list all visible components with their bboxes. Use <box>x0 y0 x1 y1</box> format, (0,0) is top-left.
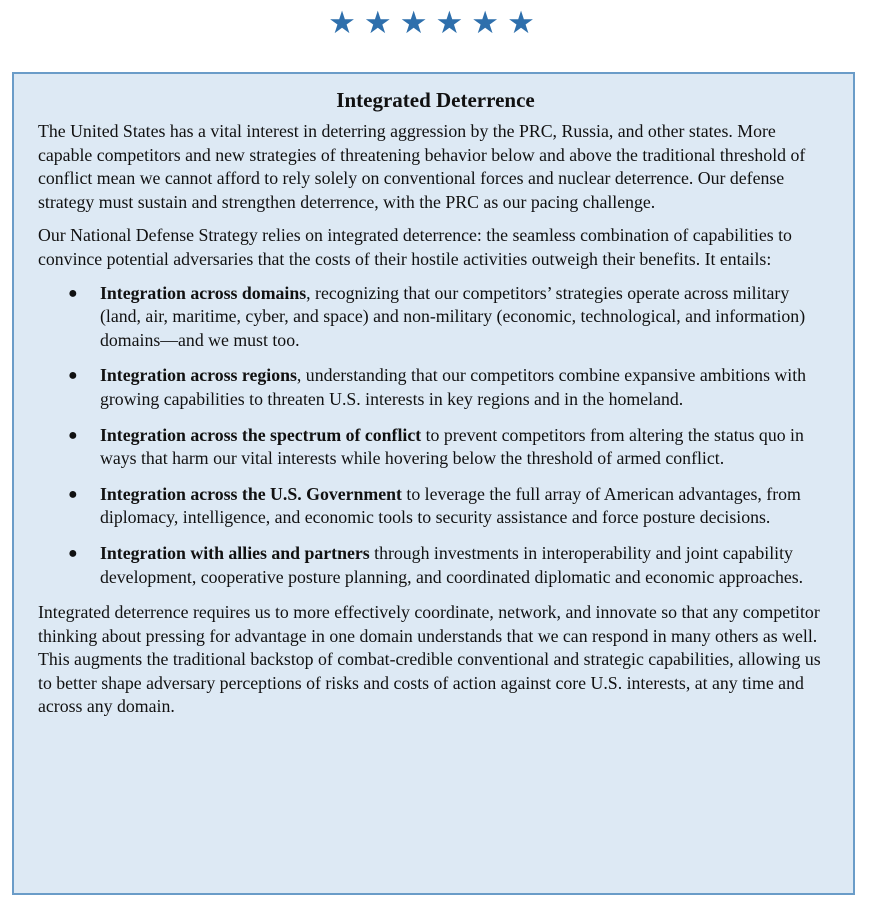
star-icon: ★ <box>435 5 470 41</box>
list-item-heading: Integration across the U.S. Government <box>100 483 402 504</box>
strategy-paragraph: Our National Defense Strategy relies on integrated deterrence: the seamless combination of capabilities to convince potential adversaries that the costs of their hostile activities outweigh their benefits. It entails: <box>38 225 792 269</box>
list-item-domains <box>38 282 833 353</box>
star-icon: ★ <box>507 5 541 41</box>
closing-paragraph: Integrated deterrence requires us to more effectively coordinate, network, and innovate so that any competitor thinking about pressing for advantage in one domain understands that we can respond in many others as well. This augments the traditional backstop of combat-credible conventional and strategic capabilities, allowing us to better shape adversary perceptions of risks and costs of action against core U.S. interests, at any time and across any domain. <box>38 602 821 717</box>
list-item-text: through investments in interoperability and joint capability development, cooperative posture planning, and coordinated diplomatic and economic approaches. <box>100 542 804 587</box>
list-item-government <box>38 483 833 530</box>
list-item-text: to prevent competitors from altering the status quo in ways that harm our vital interests while hovering below the threshold of armed conflict. <box>100 424 804 469</box>
bullet-icon: ● <box>68 485 78 503</box>
bullet-icon: ● <box>68 367 78 385</box>
list-item-heading: Integration across domains <box>100 282 307 303</box>
list-item-spectrum <box>38 424 833 471</box>
star-icon: ★ <box>399 5 434 41</box>
star-icon: ★ <box>471 5 506 41</box>
integration-list <box>38 282 833 590</box>
integrated-deterrence-box <box>12 72 855 895</box>
list-item-heading: Integration with allies and partners <box>100 542 370 563</box>
list-item-text: , understanding that our competitors combine expansive ambitions with growing capabilities to threaten U.S. interests in key regions and in the homeland. <box>100 365 807 409</box>
list-item-regions <box>38 364 833 411</box>
star-row <box>0 6 869 40</box>
list-item-text: to leverage the full array of American advantages, from diplomacy, intelligence, and economic tools to security assistance and force posture decisions. <box>100 483 801 528</box>
bullet-icon: ● <box>68 426 78 444</box>
list-item-heading: Integration across the spectrum of conflict <box>100 424 422 445</box>
list-item-allies <box>38 542 833 589</box>
star-icon: ★ <box>363 5 398 41</box>
intro-paragraph: The United States has a vital interest in deterring aggression by the PRC, Russia, and other states. More capable competitors and new strategies of threatening behavior below and above the traditional threshold of conflict mean we cannot afford to rely solely on conventional forces and nuclear deterrence. Our defense strategy must sustain and strengthen deterrence, with the PRC as our pacing challenge. <box>38 121 806 212</box>
box-title: Integrated Deterrence <box>336 88 535 112</box>
bullet-icon: ● <box>68 284 78 302</box>
list-item-text: , recognizing that our competitors’ strategies operate across military (land, air, maritime, cyber, and space) and non-military (economic, technological, and information) domains—and we must too. <box>100 282 806 350</box>
list-item-heading: Integration across regions <box>100 365 297 386</box>
bullet-icon: ● <box>68 544 78 562</box>
star-icon: ★ <box>328 5 362 41</box>
